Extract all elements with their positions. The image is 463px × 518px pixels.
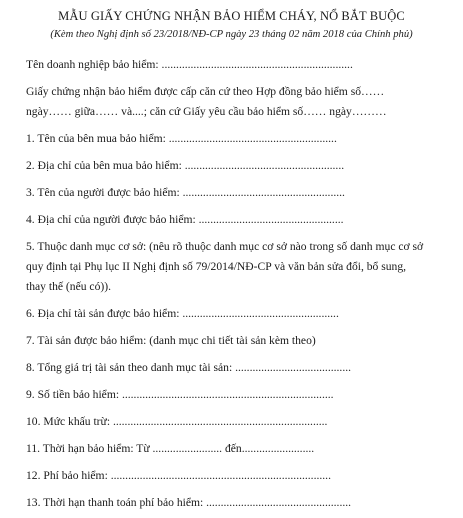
item-4-insured-address: 4. Địa chỉ của người được bảo hiểm: .................................................. [26,213,344,226]
item-8-total-value: 8. Tổng giá trị tài sản theo danh mục tài sản: ........................................ [26,361,352,374]
intro-line-2: ngày…… giữa…… và....; căn cứ Giấy yêu cầu bảo hiểm số…… ngày……… [26,105,387,118]
intro-line-1: Giấy chứng nhận bảo hiểm được cấp căn cứ theo Hợp đồng bảo hiểm số…… [26,85,385,98]
item-10-deductible: 10. Mức khấu trừ: .......................................................................... [26,415,328,428]
item-5-line-2: quy định tại Phụ lục II Nghị định số 79/2014/NĐ-CP và văn bản sửa đổi, bổ sung, [26,260,407,273]
item-9-sum-insured: 9. Số tiền bảo hiểm: ......................................................................... [26,388,334,401]
company-name-field: Tên doanh nghiệp bảo hiểm: .................................................................. [26,58,353,71]
item-11-period: 11. Thời hạn bảo hiểm: Từ ........................ đến......................... [26,442,315,455]
item-2-buyer-address: 2. Địa chỉ của bên mua bảo hiểm: ....................................................... [26,159,345,172]
document-title: MẪU GIẤY CHỨNG NHẬN BẢO HIỂM CHÁY, NỔ BẮT BUỘC [58,9,405,23]
document-subtitle: (Kèm theo Nghị định số 23/2018/NĐ-CP ngày 23 tháng 02 năm 2018 của Chính phủ) [50,29,413,40]
item-6-property-address: 6. Địa chỉ tài sản được bảo hiểm: ...................................................... [26,307,339,320]
item-5-line-3: thay thế (nếu có)). [26,280,111,293]
item-3-insured-name: 3. Tên của người được bảo hiểm: ........................................................ [26,186,345,199]
item-5-line-1: 5. Thuộc danh mục cơ sở: (nêu rõ thuộc danh mục cơ sở nào trong số danh mục cơ sở [26,240,424,253]
item-13-payment-term: 13. Thời hạn thanh toán phí bảo hiểm: .................................................. [26,496,352,509]
item-7-insured-property: 7. Tài sản được bảo hiểm: (danh mục chi tiết tài sản kèm theo) [26,334,316,347]
item-12-premium: 12. Phí bảo hiểm: ............................................................................ [26,469,331,482]
item-1-buyer-name: 1. Tên của bên mua bảo hiểm: .......................................................... [26,132,337,145]
